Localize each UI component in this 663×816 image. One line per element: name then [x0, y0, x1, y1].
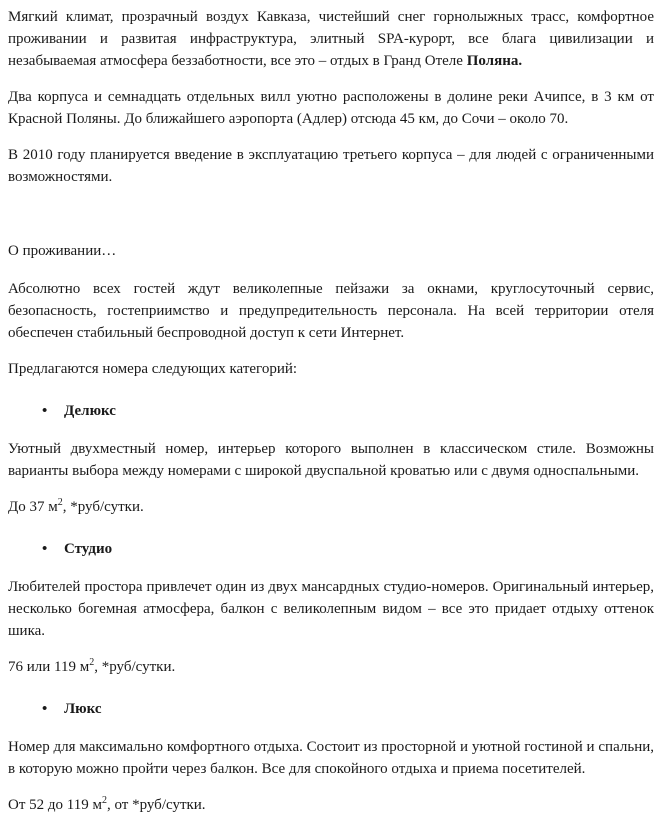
square-meter-superscript: 2	[101, 795, 107, 806]
room-price-deluxe	[8, 496, 654, 518]
price-text-suffix: , *руб/сутки.	[62, 499, 144, 515]
bullet-icon: •	[42, 403, 48, 419]
room-price-studio	[8, 656, 654, 678]
accommodation-paragraph-1: Абсолютно всех гостей ждут великолепные пейзажи за окнами, круглосуточный сервис, безопасность, гостеприимство и предупредительность персонала. На всей территории отеля обеспечен стабильный беспроводной доступ к сети Интернет.	[8, 281, 654, 341]
room-description-studio: Любителей простора привлечет один из двух мансардных студио-номеров. Оригинальный интерьер, несколько богемная атмосфера, балкон с великолепным видом – все это придает отдыху оттенок шика.	[8, 579, 654, 639]
room-description-lux: Номер для максимально комфортного отдыха. Состоит из просторной и уютной гостиной и спальни, в которую можно пройти через балкон. Все для спокойного отдыха и приема посетителей.	[8, 739, 654, 777]
categories-intro-line: Предлагаются номера следующих категорий:	[8, 361, 298, 377]
price-text-suffix: , *руб/сутки.	[94, 659, 176, 675]
room-name-lux: Люкс	[64, 701, 102, 717]
square-meter-superscript: 2	[89, 657, 95, 668]
price-text: До 37 м	[8, 499, 58, 515]
list-item-lux	[8, 698, 654, 720]
section-heading-accommodation: О проживании…	[8, 243, 117, 259]
room-price-lux	[8, 794, 654, 816]
hotel-name-bold: Поляна.	[466, 53, 523, 69]
intro-paragraph-1	[8, 6, 654, 72]
room-name-studio: Студио	[64, 541, 113, 557]
bullet-icon: •	[42, 701, 48, 717]
list-item-studio	[8, 538, 654, 560]
square-meter-superscript: 2	[57, 497, 63, 508]
list-item-deluxe	[8, 400, 654, 422]
room-description-deluxe: Уютный двухместный номер, интерьер которого выполнен в классическом стиле. Возможны варианты выбора между номерами с широкой двуспальной кроватью или с двумя односпальными.	[8, 441, 654, 479]
intro-paragraph-3: В 2010 году планируется введение в эксплуатацию третьего корпуса – для людей с ограниченными возможностями.	[8, 147, 654, 185]
intro-paragraph-2: Два корпуса и семнадцать отдельных вилл уютно расположены в долине реки Ачипсе, в 3 км от Красной Поляны. До ближайшего аэропорта (Адлер) отсюда 45 км, до Сочи – около 70.	[8, 89, 654, 127]
intro-paragraph-1-text: Мягкий климат, прозрачный воздух Кавказа, чистейший снег горнолыжных трасс, комфортное проживании и развитая инфраструктура, элитный SPA-курорт, все блага цивилизации и незабываемая атмосфера беззаботности, все это – отдых в Гранд Отеле	[8, 9, 654, 69]
price-text: От 52 до 119 м	[8, 797, 102, 813]
price-text: 76 или 119 м	[8, 659, 90, 675]
bullet-icon: •	[42, 541, 48, 557]
price-text-suffix: , от *руб/сутки.	[106, 797, 206, 813]
room-name-deluxe: Делюкс	[64, 403, 116, 419]
